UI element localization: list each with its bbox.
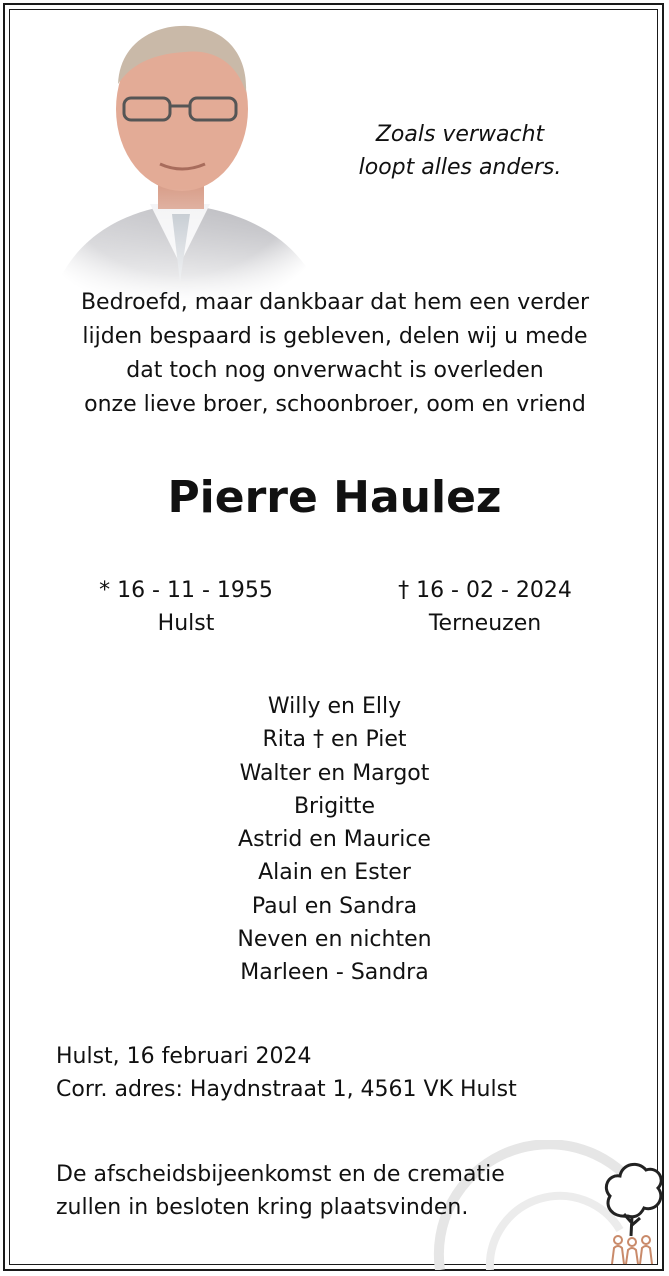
- ceremony-notice: [56, 1158, 616, 1224]
- family-member: Neven en nichten: [237, 927, 432, 953]
- place-date: Hulst, 16 februari 2024: [56, 1044, 312, 1069]
- quote-line: Zoals verwacht: [375, 122, 545, 147]
- portrait-photo: [30, 14, 330, 304]
- announcement-line: lijden bespaard is gebleven, delen wij u mede: [82, 324, 588, 349]
- quote: [330, 118, 590, 184]
- family-member: Willy en Elly: [267, 694, 402, 719]
- ceremony-line: zullen in besloten kring plaatsvinden.: [56, 1195, 469, 1220]
- death-info: [365, 574, 605, 640]
- family-member: Rita † en Piet: [262, 727, 407, 753]
- ceremony-line: De afscheidsbijeenkomst en de crematie: [56, 1162, 505, 1187]
- family-member: Astrid en Maurice: [238, 827, 431, 853]
- announcement-line: onze lieve broer, schoonbroer, oom en vriend: [84, 392, 586, 417]
- announcement-line: Bedroefd, maar dankbaar dat hem een verder: [80, 290, 590, 315]
- family-member: Brigitte: [293, 793, 376, 819]
- correspondence-address: Corr. adres: Haydnstraat 1, 4561 VK Hulst: [56, 1077, 517, 1102]
- deceased-name: Pierre Haulez: [167, 472, 502, 523]
- family-member: Walter en Margot: [239, 760, 430, 786]
- announcement-text: [40, 286, 630, 422]
- family-list: [0, 690, 669, 990]
- announcement-line: dat toch nog onverwacht is overleden: [126, 358, 544, 383]
- death-place: Terneuzen: [428, 611, 542, 636]
- family-member: Marleen - Sandra: [240, 960, 429, 986]
- family-member: Alain en Ester: [258, 860, 411, 886]
- death-date: † 16 - 02 - 2024: [398, 578, 572, 603]
- birth-place: Hulst: [157, 611, 215, 636]
- tree-logo-icon: [598, 1156, 668, 1268]
- family-member: Paul en Sandra: [251, 893, 418, 919]
- birth-date: * 16 - 11 - 1955: [99, 578, 273, 603]
- quote-line: loopt alles anders.: [358, 155, 562, 180]
- place-and-address: [56, 1040, 616, 1106]
- birth-info: [66, 574, 306, 640]
